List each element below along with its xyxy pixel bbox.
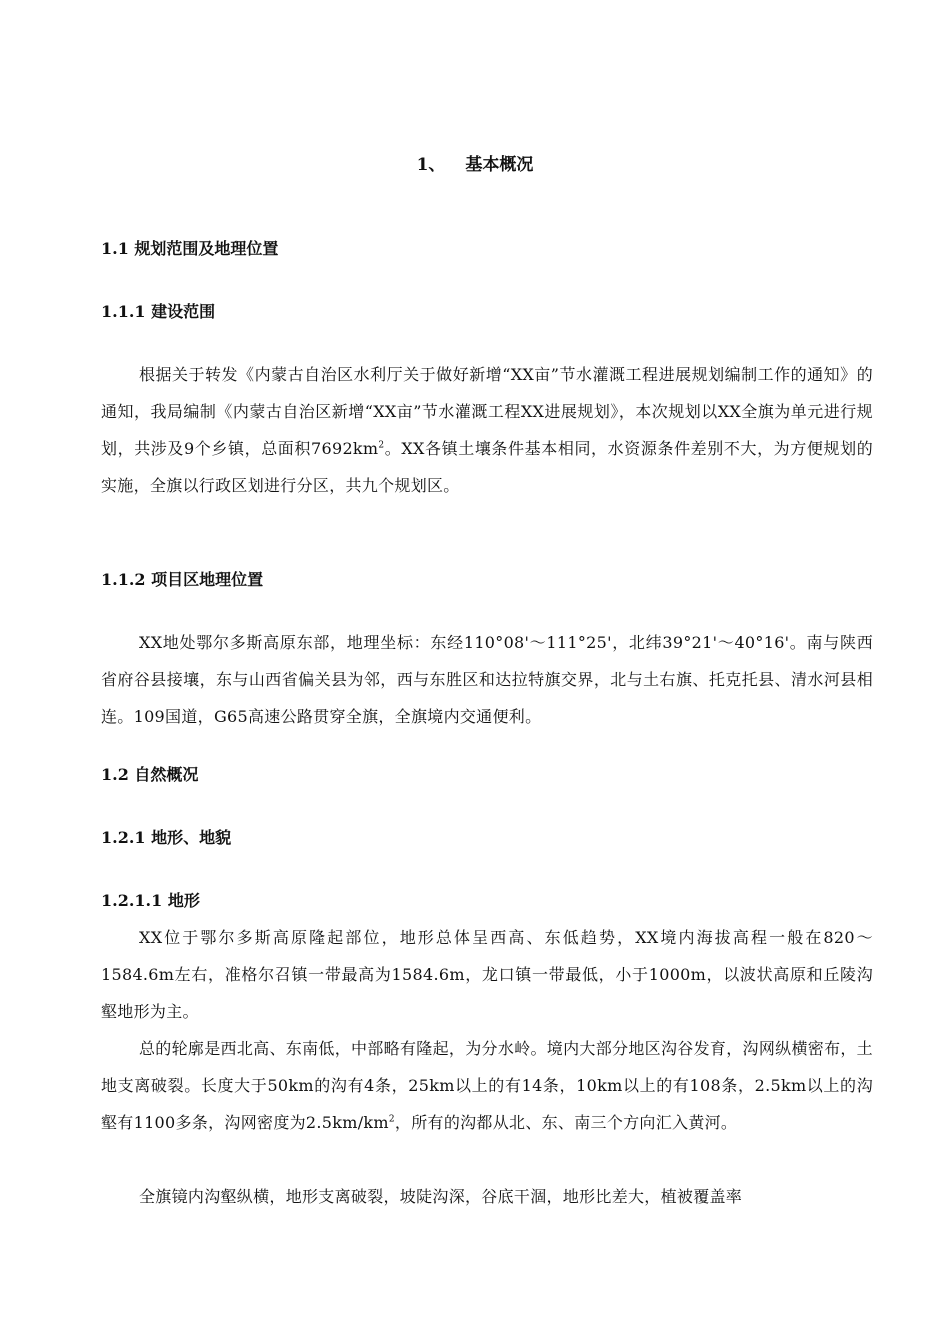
paragraph-text: 。XX各镇土壤条件基本相同，水资源条件差别不大，为方便规划的实施，全旗以行政区划进行分区，共九个规划区。 — [101, 439, 873, 495]
paragraph-terrain-1: XX位于鄂尔多斯高原隆起部位，地形总体呈西高、东低趋势，XX境内海拔高程一般在820～1584.6m左右，准格尔召镇一带最高为1584.6m，龙口镇一带最低，小于1000m，以波状高原和丘陵沟壑地形为主。 — [101, 928, 873, 1021]
section-heading-1-2: 1.2 自然概况 — [101, 765, 199, 784]
paragraph-text: 总的轮廓是西北高、东南低，中部略有隆起，为分水岭。境内大部分地区沟谷发育，沟网纵横密布，土地支离破裂。长度大于50km的沟有4条，25km以上的有14条，10km以上的有108条，2.5km以上的沟壑有1100多条，沟网密度为2.5km/km — [101, 1039, 873, 1132]
chapter-title — [0, 153, 950, 177]
chapter-number: 1、 — [416, 155, 446, 175]
paragraph-terrain-2 — [101, 1030, 873, 1141]
paragraph-text: ，所有的沟都从北、东、南三个方向汇入黄河。 — [394, 1113, 738, 1132]
section-heading-1-1: 1.1 规划范围及地理位置 — [101, 239, 279, 258]
section-heading-1-1-2: 1.1.2 项目区地理位置 — [101, 570, 264, 589]
paragraph-construction-scope — [101, 356, 873, 504]
chapter-title-text: 基本概况 — [465, 155, 534, 175]
paragraph-text: 根据关于转发《内蒙古自治区水利厅关于做好新增“XX亩”节水灌溉工程进展规划编制工作的通知》的通知，我局编制《内蒙古自治区新增“XX亩”节水灌溉工程XX进展规划》，本次规划以XX全旗为单元进行规划，共涉及9个乡镇，总面积7692km — [101, 365, 873, 458]
superscript: 2 — [388, 1114, 395, 1125]
section-heading-1-1-1: 1.1.1 建设范围 — [101, 302, 216, 321]
paragraph-terrain-3: 全旗镜内沟壑纵横，地形支离破裂，坡陡沟深，谷底干涸，地形比差大，植被覆盖率 — [139, 1187, 743, 1206]
section-heading-1-2-1-1: 1.2.1.1 地形 — [101, 891, 200, 910]
section-heading-1-2-1: 1.2.1 地形、地貌 — [101, 828, 232, 847]
superscript: 2 — [378, 440, 385, 451]
paragraph-geographic-location: XX地处鄂尔多斯高原东部，地理坐标：东经110°08'～111°25'，北纬39°21'～40°16'。南与陕西省府谷县接壤，东与山西省偏关县为邻，西与东胜区和达拉特旗交界，北与土右旗、托克托县、清水河县相连。109国道，G65高速公路贯穿全旗，全旗境内交通便利。 — [101, 633, 873, 726]
